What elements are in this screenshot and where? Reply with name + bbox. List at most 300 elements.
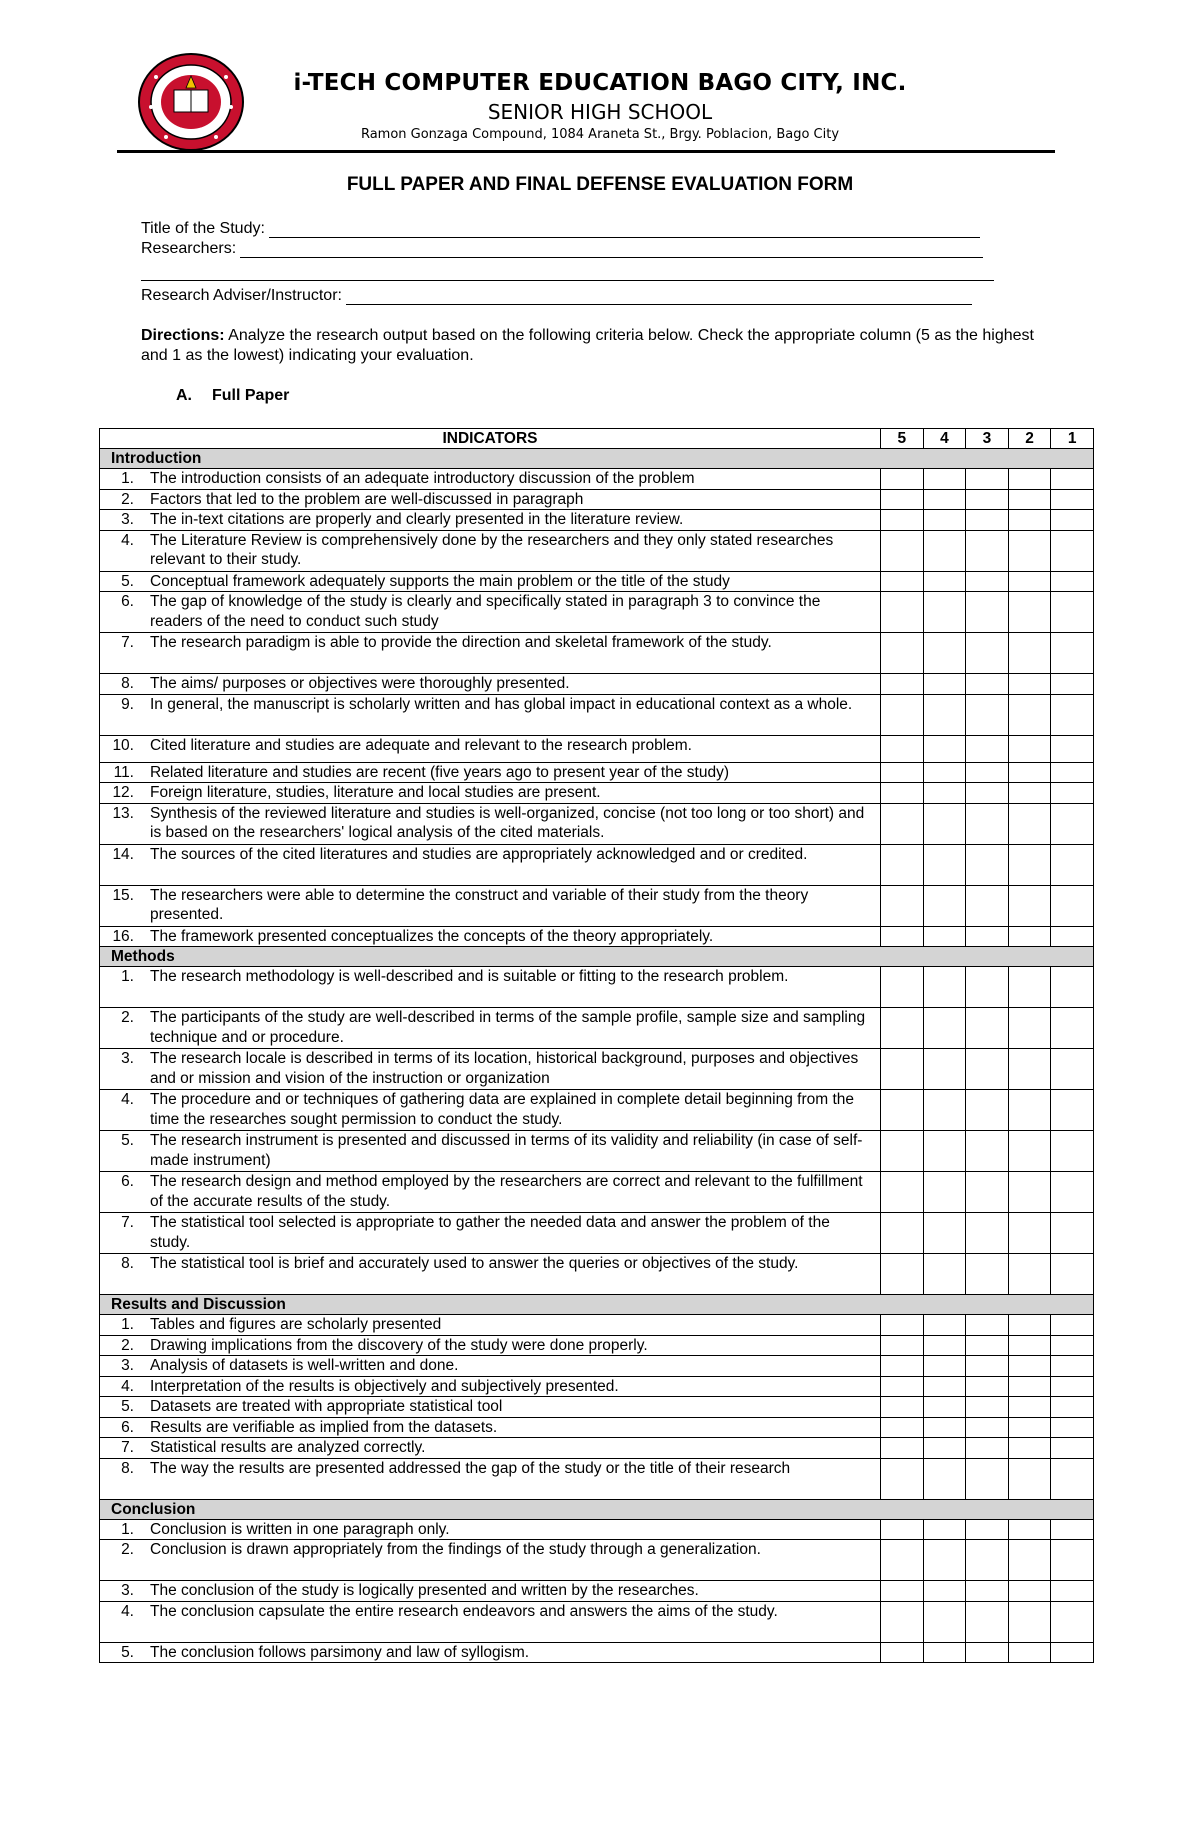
score-cell-2[interactable] <box>1008 1397 1051 1418</box>
indicator-text: Tables and figures are scholarly presented <box>150 1316 442 1333</box>
score-cell-3[interactable] <box>966 783 1009 804</box>
section-title: Methods <box>100 947 1094 967</box>
score-cell-4[interactable] <box>923 694 966 735</box>
score-cell-5[interactable] <box>881 926 924 947</box>
score-cell-3[interactable] <box>966 1315 1009 1336</box>
score-cell-2[interactable] <box>1008 1438 1051 1459</box>
table-row <box>100 530 1094 571</box>
score-cell-2[interactable] <box>1008 1601 1051 1642</box>
indicator-number: 3. <box>121 1357 134 1374</box>
score-cell-1[interactable] <box>1051 1642 1094 1663</box>
score-cell-3[interactable] <box>966 803 1009 844</box>
score-cell-4[interactable] <box>923 967 966 1008</box>
score-cell-4[interactable] <box>923 1417 966 1438</box>
indicator-number: 2. <box>121 1336 134 1354</box>
score-cell-2[interactable] <box>1008 762 1051 783</box>
table-row <box>100 735 1094 762</box>
indicator-text: Statistical results are analyzed correctly. <box>150 1439 426 1456</box>
score-cell-5[interactable] <box>881 1254 924 1295</box>
score-cell-3[interactable] <box>966 1090 1009 1131</box>
score-cell-1[interactable] <box>1051 1376 1094 1397</box>
score-cell-3[interactable] <box>966 592 1009 633</box>
score-cell-4[interactable] <box>923 926 966 947</box>
score-cell-4[interactable] <box>923 1601 966 1642</box>
score-cell-2[interactable] <box>1008 1254 1051 1295</box>
score-cell-4[interactable] <box>923 1213 966 1254</box>
score-cell-1[interactable] <box>1051 1458 1094 1499</box>
indicator-cell <box>100 803 881 844</box>
adviser-input-line[interactable] <box>346 290 972 305</box>
score-cell-4[interactable] <box>923 844 966 885</box>
score-cell-1[interactable] <box>1051 1254 1094 1295</box>
score-cell-5[interactable] <box>881 1356 924 1377</box>
score-cell-2[interactable] <box>1008 735 1051 762</box>
score-cell-3[interactable] <box>966 762 1009 783</box>
score-cell-2[interactable] <box>1008 1090 1051 1131</box>
score-cell-1[interactable] <box>1051 694 1094 735</box>
researchers-extra-line[interactable] <box>141 280 994 281</box>
score-cell-4[interactable] <box>923 571 966 592</box>
score-cell-1[interactable] <box>1051 1049 1094 1090</box>
indicator-text: The research methodology is well-described and is suitable or fitting to the research problem. <box>150 968 789 985</box>
score-cell-4[interactable] <box>923 1131 966 1172</box>
directions-label: Directions: <box>141 327 225 344</box>
score-cell-4[interactable] <box>923 1335 966 1356</box>
indicator-cell <box>100 735 881 762</box>
score-cell-2[interactable] <box>1008 1417 1051 1438</box>
score-cell-5[interactable] <box>881 1131 924 1172</box>
table-row <box>100 571 1094 592</box>
form-title: FULL PAPER AND FINAL DEFENSE EVALUATION FORM <box>346 174 854 195</box>
score-cell-2[interactable] <box>1008 1376 1051 1397</box>
score-cell-5[interactable] <box>881 469 924 490</box>
score-cell-5[interactable] <box>881 1438 924 1459</box>
indicator-number: 11. <box>113 763 134 781</box>
score-cell-3[interactable] <box>966 1601 1009 1642</box>
score-cell-1[interactable] <box>1051 1519 1094 1540</box>
indicator-text: The participants of the study are well-described in terms of the sample profile, sample size and sampling technique and or procedure. <box>150 1009 866 1046</box>
score-cell-4[interactable] <box>923 783 966 804</box>
score-cell-5[interactable] <box>881 1458 924 1499</box>
score-cell-4[interactable] <box>923 1356 966 1377</box>
score-cell-4[interactable] <box>923 1581 966 1602</box>
score-cell-5[interactable] <box>881 1540 924 1581</box>
indicator-number: 9. <box>121 695 134 713</box>
score-cell-1[interactable] <box>1051 1397 1094 1418</box>
table-row <box>100 489 1094 510</box>
school-logo <box>136 52 246 152</box>
score-cell-3[interactable] <box>966 1049 1009 1090</box>
score-cell-5[interactable] <box>881 1213 924 1254</box>
indicator-number: 3. <box>121 1050 134 1067</box>
score-cell-3[interactable] <box>966 469 1009 490</box>
score-cell-1[interactable] <box>1051 735 1094 762</box>
score-cell-5[interactable] <box>881 1315 924 1336</box>
score-cell-1[interactable] <box>1051 885 1094 926</box>
table-row <box>100 1581 1094 1602</box>
indicator-text: Related literature and studies are recent (five years ago to present year of the study) <box>150 763 729 781</box>
indicator-cell <box>100 885 881 926</box>
score-cell-1[interactable] <box>1051 1172 1094 1213</box>
indicator-cell <box>100 1172 881 1213</box>
score-cell-1[interactable] <box>1051 1213 1094 1254</box>
table-row <box>100 1601 1094 1642</box>
score-cell-5[interactable] <box>881 1601 924 1642</box>
adviser-field <box>141 287 972 305</box>
table-row <box>100 469 1094 490</box>
score-cell-3[interactable] <box>966 489 1009 510</box>
indicator-cell <box>100 1008 881 1049</box>
score-cell-1[interactable] <box>1051 1601 1094 1642</box>
table-row <box>100 592 1094 633</box>
score-cell-2[interactable] <box>1008 1213 1051 1254</box>
score-cell-3[interactable] <box>966 571 1009 592</box>
table-row <box>100 1049 1094 1090</box>
section-title: Results and Discussion <box>100 1295 1094 1315</box>
score-header-2: 2 <box>1008 429 1051 449</box>
score-cell-2[interactable] <box>1008 1172 1051 1213</box>
table-row <box>100 1458 1094 1499</box>
table-row <box>100 1417 1094 1438</box>
score-cell-2[interactable] <box>1008 571 1051 592</box>
indicator-number: 12. <box>112 784 134 801</box>
score-cell-2[interactable] <box>1008 1315 1051 1336</box>
score-cell-4[interactable] <box>923 1540 966 1581</box>
table-row <box>100 1131 1094 1172</box>
table-row <box>100 1213 1094 1254</box>
indicator-cell <box>100 1090 881 1131</box>
score-cell-4[interactable] <box>923 803 966 844</box>
indicator-number: 7. <box>121 1214 134 1231</box>
score-cell-5[interactable] <box>881 1335 924 1356</box>
evaluation-table <box>99 428 1094 1663</box>
indicator-text: The conclusion of the study is logically presented and written by the researches. <box>150 1582 699 1599</box>
score-cell-5[interactable] <box>881 1008 924 1049</box>
score-cell-1[interactable] <box>1051 1008 1094 1049</box>
score-cell-2[interactable] <box>1008 1540 1051 1581</box>
indicator-text: The researchers were able to determine the construct and variable of their study from the theory presented. <box>150 886 809 923</box>
score-cell-3[interactable] <box>966 694 1009 735</box>
score-cell-2[interactable] <box>1008 803 1051 844</box>
indicator-text: The sources of the cited literatures and studies are appropriately acknowledged and or credited. <box>150 845 808 863</box>
table-row <box>100 1376 1094 1397</box>
score-cell-4[interactable] <box>923 1397 966 1418</box>
indicator-number: 1. <box>121 1520 134 1538</box>
school-level: SENIOR HIGH SCHOOL <box>487 100 713 124</box>
score-cell-4[interactable] <box>923 1438 966 1459</box>
score-cell-5[interactable] <box>881 633 924 674</box>
score-cell-4[interactable] <box>923 885 966 926</box>
title-of-study-input-line[interactable] <box>269 223 980 238</box>
score-cell-5[interactable] <box>881 1172 924 1213</box>
indicator-cell <box>100 1581 881 1602</box>
table-row <box>100 1090 1094 1131</box>
table-header-row <box>100 429 1094 449</box>
score-cell-2[interactable] <box>1008 1335 1051 1356</box>
indicator-cell <box>100 1397 881 1418</box>
indicator-text: The introduction consists of an adequate introductory discussion of the problem <box>150 470 695 487</box>
indicator-text: The research instrument is presented and discussed in terms of its validity and reliability (in case of self-made instrument) <box>150 1132 863 1169</box>
score-cell-1[interactable] <box>1051 1438 1094 1459</box>
score-cell-1[interactable] <box>1051 967 1094 1008</box>
score-cell-1[interactable] <box>1051 592 1094 633</box>
score-cell-3[interactable] <box>966 530 1009 571</box>
indicator-cell <box>100 1131 881 1172</box>
score-cell-4[interactable] <box>923 489 966 510</box>
score-cell-1[interactable] <box>1051 1131 1094 1172</box>
score-cell-4[interactable] <box>923 1519 966 1540</box>
indicator-cell <box>100 1376 881 1397</box>
indicator-cell <box>100 967 881 1008</box>
score-cell-3[interactable] <box>966 510 1009 531</box>
score-cell-3[interactable] <box>966 1581 1009 1602</box>
title-of-study-label: Title of the Study: <box>141 220 265 237</box>
score-cell-3[interactable] <box>966 633 1009 674</box>
indicator-cell <box>100 592 881 633</box>
score-cell-2[interactable] <box>1008 1131 1051 1172</box>
score-cell-2[interactable] <box>1008 783 1051 804</box>
score-cell-4[interactable] <box>923 530 966 571</box>
score-cell-2[interactable] <box>1008 844 1051 885</box>
indicator-text: Results are verifiable as implied from the datasets. <box>150 1418 498 1436</box>
score-cell-1[interactable] <box>1051 926 1094 947</box>
indicator-cell <box>100 1438 881 1459</box>
score-cell-2[interactable] <box>1008 694 1051 735</box>
score-cell-5[interactable] <box>881 694 924 735</box>
score-cell-1[interactable] <box>1051 1581 1094 1602</box>
score-cell-3[interactable] <box>966 1356 1009 1377</box>
score-cell-2[interactable] <box>1008 1049 1051 1090</box>
score-cell-5[interactable] <box>881 967 924 1008</box>
score-cell-1[interactable] <box>1051 1315 1094 1336</box>
indicator-number: 4. <box>121 1091 134 1108</box>
score-cell-5[interactable] <box>881 735 924 762</box>
score-cell-4[interactable] <box>923 735 966 762</box>
indicator-text: Drawing implications from the discovery of the study were done properly. <box>150 1336 648 1354</box>
score-cell-4[interactable] <box>923 469 966 490</box>
score-cell-5[interactable] <box>881 762 924 783</box>
score-cell-2[interactable] <box>1008 926 1051 947</box>
score-cell-4[interactable] <box>923 633 966 674</box>
score-cell-2[interactable] <box>1008 469 1051 490</box>
score-cell-1[interactable] <box>1051 762 1094 783</box>
indicator-number: 5. <box>121 1643 134 1661</box>
score-cell-5[interactable] <box>881 530 924 571</box>
score-cell-1[interactable] <box>1051 1540 1094 1581</box>
table-row <box>100 694 1094 735</box>
score-cell-5[interactable] <box>881 571 924 592</box>
indicator-text: Factors that led to the problem are well-discussed in paragraph <box>150 490 584 508</box>
score-cell-2[interactable] <box>1008 1519 1051 1540</box>
score-cell-4[interactable] <box>923 1049 966 1090</box>
indicator-number: 3. <box>121 1582 134 1599</box>
indicator-number: 6. <box>121 1418 134 1436</box>
score-cell-3[interactable] <box>966 1642 1009 1663</box>
score-cell-3[interactable] <box>966 1438 1009 1459</box>
score-cell-5[interactable] <box>881 803 924 844</box>
score-cell-1[interactable] <box>1051 783 1094 804</box>
score-cell-1[interactable] <box>1051 844 1094 885</box>
indicator-text: The aims/ purposes or objectives were thoroughly presented. <box>150 675 570 692</box>
researchers-field <box>141 240 983 258</box>
score-cell-3[interactable] <box>966 735 1009 762</box>
score-cell-5[interactable] <box>881 510 924 531</box>
score-cell-3[interactable] <box>966 1458 1009 1499</box>
score-cell-1[interactable] <box>1051 1335 1094 1356</box>
table-row <box>100 510 1094 531</box>
indicator-text: Datasets are treated with appropriate statistical tool <box>150 1398 503 1415</box>
score-cell-1[interactable] <box>1051 469 1094 490</box>
indicator-number: 7. <box>121 1439 134 1456</box>
score-cell-2[interactable] <box>1008 1642 1051 1663</box>
score-cell-4[interactable] <box>923 592 966 633</box>
score-cell-4[interactable] <box>923 674 966 695</box>
score-cell-4[interactable] <box>923 1172 966 1213</box>
score-cell-5[interactable] <box>881 1397 924 1418</box>
score-cell-2[interactable] <box>1008 1458 1051 1499</box>
score-cell-2[interactable] <box>1008 633 1051 674</box>
table-row <box>100 783 1094 804</box>
score-cell-5[interactable] <box>881 1090 924 1131</box>
score-cell-4[interactable] <box>923 1254 966 1295</box>
indicator-text: Foreign literature, studies, literature and local studies are present. <box>150 784 601 801</box>
score-cell-4[interactable] <box>923 1376 966 1397</box>
score-cell-3[interactable] <box>966 1376 1009 1397</box>
score-cell-1[interactable] <box>1051 1417 1094 1438</box>
indicator-text: The gap of knowledge of the study is clearly and specifically stated in paragraph 3 to convince the readers of the need to conduct such study <box>150 593 821 630</box>
score-cell-4[interactable] <box>923 1458 966 1499</box>
indicator-text: The framework presented conceptualizes the concepts of the theory appropriately. <box>150 927 714 945</box>
score-cell-5[interactable] <box>881 592 924 633</box>
indicator-text: In general, the manuscript is scholarly written and has global impact in educational context as a whole. <box>150 695 853 713</box>
score-cell-3[interactable] <box>966 674 1009 695</box>
score-cell-2[interactable] <box>1008 885 1051 926</box>
researchers-input-line[interactable] <box>240 243 983 258</box>
score-cell-3[interactable] <box>966 844 1009 885</box>
indicator-number: 2. <box>121 490 134 508</box>
indicator-text: The statistical tool is brief and accurately used to answer the queries or objectives of the study. <box>150 1255 799 1272</box>
indicator-cell <box>100 633 881 674</box>
indicator-number: 5. <box>121 572 134 590</box>
indicator-cell <box>100 510 881 531</box>
score-cell-2[interactable] <box>1008 674 1051 695</box>
score-header-1: 1 <box>1051 429 1094 449</box>
score-cell-4[interactable] <box>923 1008 966 1049</box>
school-address: Ramon Gonzaga Compound, 1084 Araneta St., Brgy. Poblacion, Bago City <box>360 127 840 142</box>
score-cell-1[interactable] <box>1051 489 1094 510</box>
indicator-number: 3. <box>121 511 134 528</box>
score-cell-3[interactable] <box>966 1008 1009 1049</box>
score-cell-2[interactable] <box>1008 1008 1051 1049</box>
score-cell-3[interactable] <box>966 885 1009 926</box>
score-cell-1[interactable] <box>1051 530 1094 571</box>
table-row <box>100 1335 1094 1356</box>
score-cell-5[interactable] <box>881 1519 924 1540</box>
score-cell-5[interactable] <box>881 1376 924 1397</box>
score-cell-2[interactable] <box>1008 510 1051 531</box>
indicator-number: 4. <box>121 531 134 549</box>
score-cell-5[interactable] <box>881 1417 924 1438</box>
score-cell-3[interactable] <box>966 1335 1009 1356</box>
score-cell-4[interactable] <box>923 1090 966 1131</box>
score-cell-4[interactable] <box>923 1315 966 1336</box>
score-cell-1[interactable] <box>1051 1090 1094 1131</box>
table-row <box>100 844 1094 885</box>
score-cell-5[interactable] <box>881 1581 924 1602</box>
score-cell-3[interactable] <box>966 1213 1009 1254</box>
score-cell-3[interactable] <box>966 1540 1009 1581</box>
score-header-5: 5 <box>881 429 924 449</box>
score-cell-4[interactable] <box>923 762 966 783</box>
score-cell-2[interactable] <box>1008 1356 1051 1377</box>
score-cell-3[interactable] <box>966 1131 1009 1172</box>
score-cell-3[interactable] <box>966 1254 1009 1295</box>
score-cell-1[interactable] <box>1051 633 1094 674</box>
section-a-heading <box>176 387 289 405</box>
indicator-number: 2. <box>121 1541 134 1558</box>
score-cell-5[interactable] <box>881 885 924 926</box>
score-cell-5[interactable] <box>881 1049 924 1090</box>
score-cell-5[interactable] <box>881 489 924 510</box>
score-cell-3[interactable] <box>966 1172 1009 1213</box>
score-cell-3[interactable] <box>966 1519 1009 1540</box>
score-cell-5[interactable] <box>881 844 924 885</box>
table-row <box>100 1519 1094 1540</box>
indicator-cell <box>100 1458 881 1499</box>
score-cell-1[interactable] <box>1051 803 1094 844</box>
score-cell-4[interactable] <box>923 1642 966 1663</box>
indicator-number: 14. <box>112 845 134 863</box>
indicator-number: 8. <box>121 1255 134 1272</box>
indicator-number: 5. <box>121 1132 134 1149</box>
score-cell-3[interactable] <box>966 967 1009 1008</box>
score-cell-2[interactable] <box>1008 592 1051 633</box>
section-title: Conclusion <box>100 1499 1094 1519</box>
indicator-text: Analysis of datasets is well-written and done. <box>150 1357 459 1374</box>
score-cell-3[interactable] <box>966 926 1009 947</box>
score-cell-4[interactable] <box>923 510 966 531</box>
indicator-number: 16. <box>112 927 134 945</box>
table-row <box>100 1315 1094 1336</box>
score-cell-5[interactable] <box>881 783 924 804</box>
score-cell-2[interactable] <box>1008 1581 1051 1602</box>
indicator-cell <box>100 1254 881 1295</box>
indicator-cell <box>100 1519 881 1540</box>
indicator-cell <box>100 469 881 490</box>
score-cell-2[interactable] <box>1008 489 1051 510</box>
score-cell-5[interactable] <box>881 1642 924 1663</box>
score-cell-1[interactable] <box>1051 571 1094 592</box>
score-cell-1[interactable] <box>1051 674 1094 695</box>
score-cell-5[interactable] <box>881 674 924 695</box>
indicator-text: The conclusion follows parsimony and law of syllogism. <box>150 1643 530 1661</box>
score-cell-3[interactable] <box>966 1417 1009 1438</box>
indicator-cell <box>100 926 881 947</box>
score-cell-1[interactable] <box>1051 510 1094 531</box>
table-row <box>100 1642 1094 1663</box>
score-cell-2[interactable] <box>1008 530 1051 571</box>
score-cell-2[interactable] <box>1008 967 1051 1008</box>
table-row <box>100 1438 1094 1459</box>
indicator-text: Conclusion is written in one paragraph only. <box>150 1520 450 1538</box>
score-cell-3[interactable] <box>966 1397 1009 1418</box>
table-row <box>100 1254 1094 1295</box>
score-cell-1[interactable] <box>1051 1356 1094 1377</box>
section-row <box>100 1499 1094 1519</box>
table-row <box>100 762 1094 783</box>
indicator-number: 1. <box>121 470 134 487</box>
indicator-text: The procedure and or techniques of gathering data are explained in complete detail beginning from the time the researches sought permission to conduct the study. <box>150 1091 854 1128</box>
